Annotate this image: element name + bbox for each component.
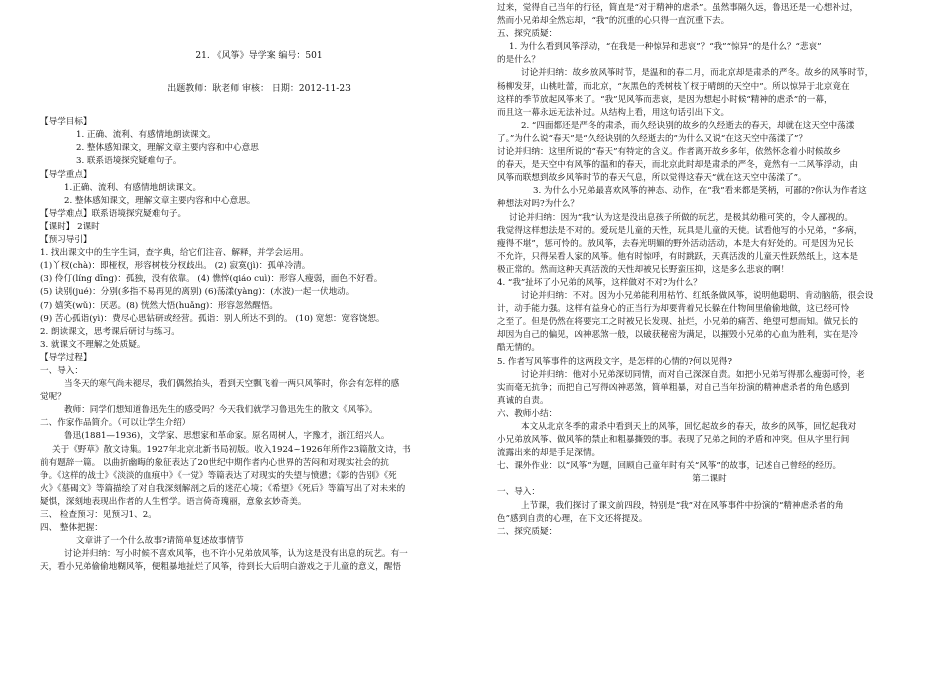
text-line: 4. “我”扯坏了小兄弟的风筝，这样做对不对?为什么？ bbox=[497, 277, 702, 288]
text-line: 3. 为什么小兄弟最喜欢风筝的神态、动作，在“我”看来都是笑柄，可鄙的?你认为作者这 bbox=[533, 186, 867, 197]
text-line: 一、导入： bbox=[40, 365, 83, 376]
text-line: 而且这一幕永远无法补过。从结构上看，用这句话引出下文。 bbox=[497, 107, 730, 118]
text-line: 2. 朗读课文，思考课后研讨与练习。 bbox=[40, 326, 180, 337]
text-line: 【导学过程】 bbox=[40, 352, 92, 363]
text-line: 二、作家作品简介。（可以让学生介绍） bbox=[40, 418, 191, 429]
text-line: 1. 找出课文中的生字生词，查字典，给它们注音、解释，并学会运用。 bbox=[40, 248, 309, 259]
text-line: 瘦得不堪”，惩可怜的。放风筝，去春光明媚的野外活动活动，本是大有好处的。可是因为兄长 bbox=[497, 238, 854, 249]
text-line: 5. 作者写风筝事件的这两段文字，是怎样的心情的?何以见得? bbox=[497, 356, 732, 367]
text-line: 六、教师小结： bbox=[497, 408, 558, 419]
text-line bbox=[40, 106, 478, 116]
text-line: 疑惧，深刻地表现出作者的人生哲学。语言倚奇瑰丽，意象玄妙奇美。 bbox=[40, 496, 307, 507]
text-line: 觉呢？ bbox=[40, 392, 66, 403]
text-line: 计，动手能力强。这样有益身心的正当行为却要背着兄长躲在什物间里偷偷地做，这已经可怜 bbox=[497, 304, 850, 315]
text-line: (3) 伶仃(líng dīng)：孤独，没有依靠。 (4) 憔悴(qiáo cuì)：形容人瘦弱，面色不好看。 bbox=[40, 274, 383, 285]
text-line bbox=[40, 63, 478, 73]
text-line: 过来，觉得自己当年的行径，简直是“对于精神的虐杀”。虽然事隔久远，鲁迅还是一心想补过， bbox=[497, 3, 859, 13]
left-column bbox=[40, 50, 478, 574]
text-line: 关于《野草》散文诗集。1927年北京北新书局初版。收入1924~1926年所作23篇散文诗，书 bbox=[52, 444, 411, 455]
text-line: 二、探究质疑： bbox=[497, 526, 558, 537]
text-line: 3. 就课文不理解之处质疑。 bbox=[40, 339, 146, 350]
text-line: 讨论并归纳：写小时候不喜欢风筝，也不许小兄弟放风筝，认为这是没有出息的玩艺。有一 bbox=[64, 549, 408, 560]
text-line: 的春天，是天空中有风筝的温和的春天，而北京此时却是肃杀的严冬，竟然有一二风筝浮动，由 bbox=[497, 160, 858, 171]
text-line: (5) 诀别(jué)：分别(多指不易再见的离别) (6)荡漾(yàng)：(水波)一起一伏地动。 bbox=[40, 287, 355, 298]
text-line: 1. 正确、流利、有感情地朗读课文。 bbox=[76, 130, 216, 141]
text-line: 极正常的。然而这种天真活泼的天性却被兄长野蛮压抑，这是多么悲哀的啊！ bbox=[497, 264, 790, 275]
text-line: 天，看小兄弟偷偷地糊风筝，便粗暴地扯烂了风筝，待到长大后明白游戏之于儿童的意义，醒悟 bbox=[40, 562, 401, 573]
text-line: 火》《墓碣文》等篇描绘了对自我深刻解剖之后的迷茫心境；《希望》《死后》等篇写出了对未来的 bbox=[40, 483, 406, 494]
text-line: 争。《这样的战士》《淡淡的血痕中》《一觉》等篇表达了对现实的失望与愤懑；《影的告别》《死 bbox=[40, 470, 397, 481]
text-line: 酷无情的。 bbox=[497, 343, 540, 354]
text-line: 这样的季节放起风筝来了。“我”见风筝而悲哀，是因为想起小时候“精神的虐杀”的一幕， bbox=[497, 94, 833, 105]
text-line: 五、探究质疑： bbox=[497, 29, 558, 40]
text-line: 风筝而联想到故乡风筝时节的春天气息，所以觉得这春天“就在这天空中荡漾了”。 bbox=[497, 173, 807, 184]
text-line: (9) 苦心孤诣(yì)：费尽心思钻研或经营。孤诣：别人所达不到的。 (10) 宽恕：宽容饶恕。 bbox=[40, 313, 385, 324]
text-line: 3. 联系语境探究疑难句子。 bbox=[76, 156, 182, 167]
text-line: 一、导入： bbox=[497, 487, 540, 498]
text-line: 鲁迅(1881—1936)，文学家、思想家和革命家。原名周树人，字豫才，浙江绍兴人。 bbox=[64, 431, 390, 442]
text-line bbox=[40, 73, 478, 83]
text-line: 教师：同学们想知道鲁迅先生的感受吗？今天我们就学习鲁迅先生的散文《风筝》。 bbox=[64, 405, 378, 416]
text-line: 之至了。但是仍然在将要完工之时被兄长发现、扯烂，小兄弟的痛苦、绝望可想而知。做兄长的 bbox=[497, 317, 858, 328]
text-line: 前有题辞一篇。 以曲折幽晦的象征表达了20世纪中期作者内心世界的苦闷和对现实社会的抗 bbox=[40, 457, 389, 468]
text-line: 【导学难点】联系语境探究疑难句子。 bbox=[40, 208, 187, 219]
text-line: 1. 为什么看到风筝浮动，“在我是一种惊异和悲哀”？“我”“惊异”的是什么？“悲哀” bbox=[509, 42, 822, 53]
text-line: 出题教师：耿老师 审核： 日期：2012-11-23 bbox=[167, 84, 351, 95]
text-line: 【导学目标】 bbox=[40, 117, 92, 128]
text-line: 文章讲了一个什么故事?请简单复述故事情节 bbox=[76, 536, 244, 547]
text-line: 杨柳发芽，山桃吐蕾，而北京，“灰黑色的秃树枝丫杈于晴朗的天空中”。所以惊异于北京竟在 bbox=[497, 81, 850, 92]
text-line: 【课时】 2课时 bbox=[40, 221, 100, 232]
text-line: 实而毫无抗争；而把自己写得凶神恶煞，简单粗暴，对自己当年扮演的精神虐杀者的角色感到 bbox=[497, 382, 850, 393]
text-line: 上节课，我们探讨了课文前四段，特别是“我”对在风筝事件中扮演的“精神虐杀者的角 bbox=[521, 500, 844, 511]
text-line: 四、 整体把握： bbox=[40, 523, 103, 534]
text-line: 1.正确、流利、有感情地朗读课文。 bbox=[64, 182, 202, 193]
text-line: 21. 《风筝》导学案 编号：501 bbox=[195, 51, 323, 61]
right-column bbox=[497, 2, 922, 539]
text-line: (1)丫杈(chà)：即桠杈，形容树枝分杈歧出。 (2) 寂寞(jì)：孤单冷清。 bbox=[40, 261, 311, 272]
text-line: 讨论并归纳：这里所说的“春天”有特定的含义。作者离开故乡多年，依然怀念着小时候故乡 bbox=[497, 147, 841, 158]
text-line: 七、课外作业：以“风筝”为题，回顾自己童年时有关“风筝”的故事，记述自己曾经的经历。 bbox=[497, 461, 842, 472]
text-line: 讨论并归纳：故乡放风筝时节，是温和的春二月，而北京却是肃杀的严冬。故乡的风筝时节， bbox=[521, 68, 874, 79]
text-line: 的是什么？ bbox=[497, 55, 540, 66]
text-line: 讨论并归纳：不对。因为小兄弟能利用枯竹、红纸条做风筝，说明他聪明、肯动脑筋，很会设 bbox=[521, 291, 874, 302]
text-line: 第二课时 bbox=[692, 474, 727, 485]
text-line: 【预习导引】 bbox=[40, 235, 92, 246]
text-line: 2. “四面都还是严冬的肃杀，而久经诀别的故乡的久经逝去的春天，却就在这天空中荡漾 bbox=[521, 120, 855, 131]
text-line: 小兄弟放风筝、做风筝的禁止和粗暴撕毁的事。表现了兄弟之间的矛盾和冲突。但从字里行间 bbox=[497, 435, 850, 446]
text-line: 讨论并归纳：他对小兄弟深切同情，而对自己深深自责。如把小兄弟写得那么瘦弱可怜，老 bbox=[521, 369, 865, 380]
text-line: 2. 整体感知课文，理解文章主要内容和中心意思 bbox=[76, 143, 259, 154]
text-line: 不允许，只得呆看人家的风筝。他有时惊呼，有时跳跃，天真活泼的儿童天性跃然纸上，这本是 bbox=[497, 251, 858, 262]
text-line: 【导学重点】 bbox=[40, 169, 92, 180]
text-line: 流露出来的却是手足深情。 bbox=[497, 448, 601, 459]
text-line: 然而小兄弟却全然忘却，“我”的沉重的心只得一直沉重下去。 bbox=[497, 16, 730, 27]
text-line: 真诚的自责。 bbox=[497, 395, 549, 406]
text-line: 我觉得这样想法是不对的。爱玩是儿童的天性，玩具是儿童的天使。试看他写的小兄弟，“多病， bbox=[497, 225, 863, 236]
text-line: 本文从北京冬季的肃杀中看到天上的风筝，回忆起故乡的春天，故乡的风筝，回忆起我对 bbox=[521, 422, 857, 432]
text-line: 了。”为什么说“春天”是“久经诀别的久经逝去的”为什么又说“在这天空中荡漾了”？ bbox=[497, 133, 808, 144]
text-line: 色”感到自责的心理，在下文还将提及。 bbox=[497, 513, 648, 524]
text-line: 讨论并归纳：因为“我”认为这是没出息孩子所做的玩艺，是极其幼稚可笑的，令人鄙视的。 bbox=[509, 212, 853, 223]
text-line: 却因为自己的偏见，凶神恶煞一般，以破获秘密为满足，以摧毁小兄弟的心血为胜利，实在是冷 bbox=[497, 330, 858, 341]
text-line: 三、 检查预习：见预习1、2。 bbox=[40, 510, 157, 520]
text-line: 当冬天的寒气尚未褪尽，我们偶然抬头，看到天空飘飞着一两只风筝时，你会有怎样的感 bbox=[64, 379, 400, 390]
text-line: 2. 整体感知课文，理解文章主要内容和中心意思。 bbox=[64, 195, 256, 206]
text-line: (7) 嬉笑(wǔ)：厌恶。(8) 恍然大悟(huǎng)：形容忽然醒悟。 bbox=[40, 300, 279, 311]
text-line: 种想法对吗?为什么？ bbox=[497, 199, 579, 210]
text-line bbox=[40, 96, 478, 106]
